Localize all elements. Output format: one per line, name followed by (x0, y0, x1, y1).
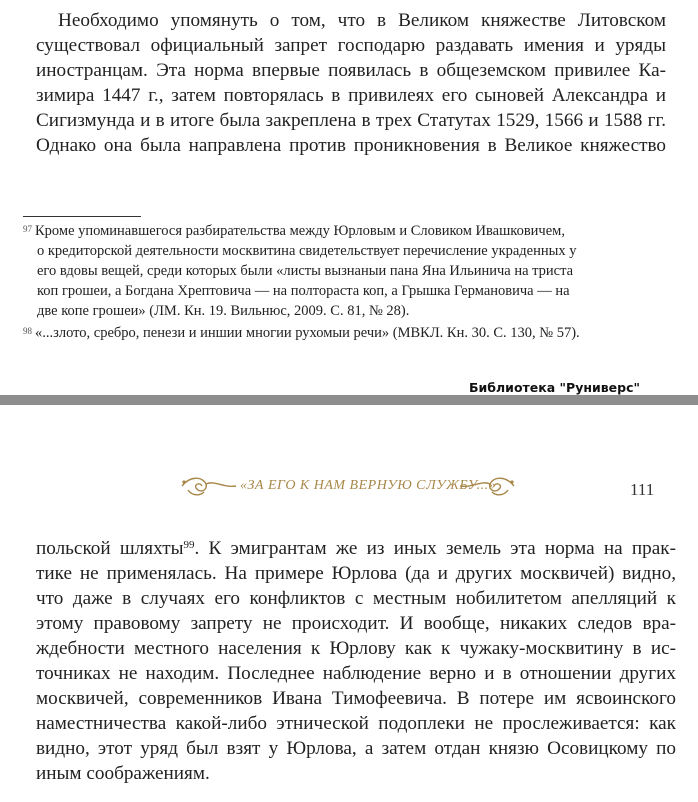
text-line: точниках не находим. Последнее наблюдение верно и в отношении других (36, 663, 676, 684)
footnote-number: 98 (23, 326, 32, 336)
footnote-line: «...злото, сребро, пенези и иншии многии рухомыи речи» (МВКЛ. Кн. 30. С. 130, № 57). (35, 325, 580, 341)
footnote-line: Кроме упоминавшегося разбирательства между Юрловым и Словиком Ивашковичем, (35, 223, 565, 239)
text-line: иным соображениям. (36, 763, 210, 784)
text-line: иностранцам. Эта норма впервые появилась в общеземском привилее Ка- (36, 60, 666, 81)
running-head (178, 470, 518, 502)
footnote-separator (23, 216, 141, 217)
library-watermark: Библиотека "Руниверс" (469, 380, 640, 395)
footnote-line: его вдовы вещей, среди которых были «листы вызнаныи пана Яна Ильинича на триста (37, 263, 574, 279)
text-line: Необходимо упомянуть о том, что в Великом княжестве Литовском (58, 10, 666, 31)
divider-bar (0, 395, 698, 405)
footnote-97 (23, 221, 663, 321)
text-line: Однако она была направлена против проникновения в Великое княжество (36, 135, 666, 156)
upper-page (0, 0, 698, 395)
text-line: наместничества какой-либо этнической подоплеки не прослеживается: как (36, 713, 676, 734)
footnote-line: о кредиторской деятельности москвитина свидетельствует перечисление украденных у (37, 243, 577, 259)
text-line: ждебности местного населения к Юрлову как к чужаку-москвитину в ис- (36, 638, 676, 659)
text-line: москвичей, современников Ивана Тимофеевича. В потере им ясвоинского (36, 688, 676, 709)
footnote-reference: 99 (183, 539, 195, 551)
page-divider (0, 395, 698, 429)
text-line: Сигизмунда и в итоге была закреплена в трех Статутах 1529, 1566 и 1588 гг. (36, 110, 666, 131)
text-line: существовал официальный запрет господарю раздавать имения и уряды (36, 35, 666, 56)
text-line: зимира 1447 г., затем повторялась в привилеях его сыновей Александра и (36, 85, 666, 106)
footnote-98 (23, 323, 663, 343)
page-number: 111 (630, 480, 655, 499)
text-line: тике не применялась. На примере Юрлова (да и других москвичей) видно, (36, 563, 676, 584)
text-fragment: польской шляхты (36, 538, 184, 559)
main-paragraph-bottom (36, 536, 676, 786)
main-paragraph-top (36, 8, 666, 158)
text-fragment: . К эмигрантам же из иных земель эта норма на прак- (194, 538, 676, 559)
text-line: этому правовому запрету не происходит. И вообще, никаких следов вра- (36, 613, 676, 634)
running-head-title: «ЗА ЕГО К НАМ ВЕРНУЮ СЛУЖБУ...» (240, 478, 497, 493)
footnote-line: две копе грошеи» (ЛМ. Кн. 19. Вильнюс, 2009. С. 81, № 28). (37, 303, 410, 319)
text-line (36, 536, 676, 561)
text-line: видно, этот уряд был взят у Юрлова, а затем отдан князю Осовицкому по (36, 738, 676, 759)
footnote-line: коп грошеи, а Богдана Хрептовича — на полтораста коп, а Грышка Германовича — на (37, 283, 570, 299)
text-line: что даже в случаях его конфликтов с местным нобилитетом апелляций к (36, 588, 676, 609)
footnote-number: 97 (23, 224, 32, 234)
